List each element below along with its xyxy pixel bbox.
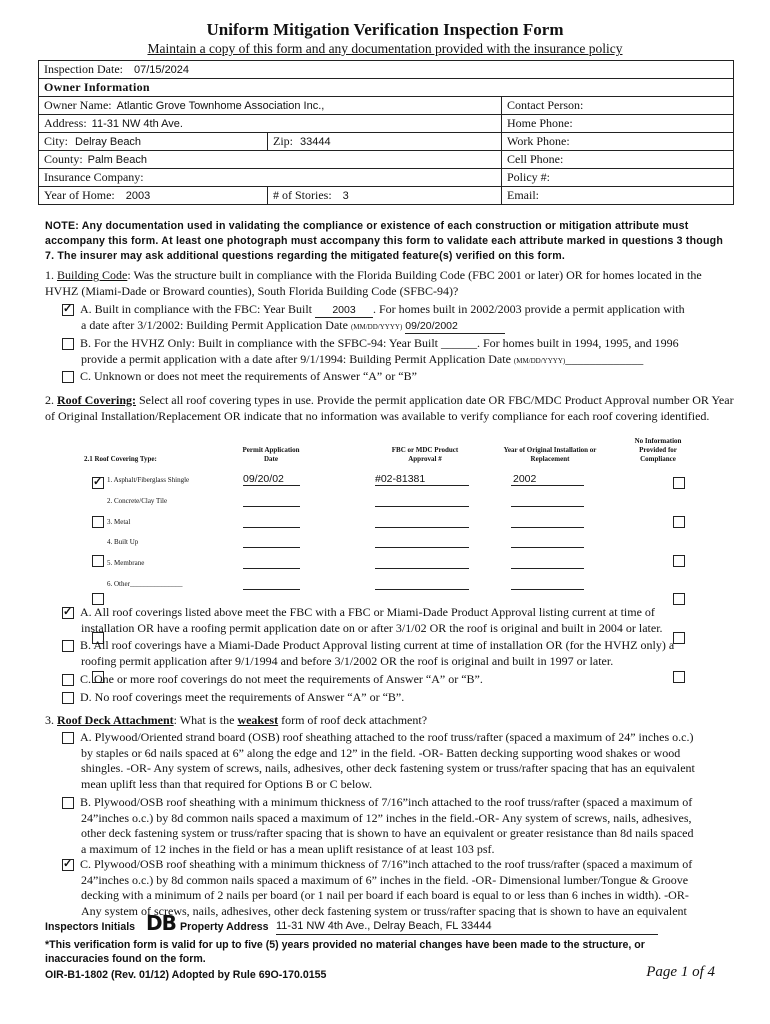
q2-a-text-2: installation OR have a roofing permit application date on or after 3/1/02 OR the roof is original and built in 2004 or later. [81,620,663,635]
permit-date-field[interactable] [243,515,300,528]
q1-a-date-format: (MM/DD/YYYY) [350,323,403,331]
q3-b-text-3: other deck fastening system or truss/rafter spacing that is shown to have an equivalent or greater resistance than 8d nails spaced [81,826,694,840]
q2-text: Select all roof covering types in use. Provide the permit application date OR FBC/MDC Product Approval number OR Year of Original Installation/Replacement OR indicate that no information was available to verify compliance for each roof covering identified. [45,393,734,423]
install-year-field[interactable]: 2002 [511,473,584,486]
documentation-note: NOTE: Any documentation used in validating the compliance or existence of each construction or mitigation attribute must accompany this form. At least one photograph must accompany this form to validate each attribute marked in questions 3 though 7. The insurer may ask additional questions regarding the mitigated feature(s) verified on this form. [45,220,723,262]
q1-c-checkbox[interactable] [62,371,74,383]
validity-note-line1: *This verification form is valid for up to five (5) years provided no material changes have been made to the structure, or [45,939,645,951]
q1-a-text-cont: . For homes built in 2002/2003 provide a permit application with [373,302,685,316]
q3-roof-deck [45,713,735,729]
permit-date-field[interactable] [243,556,300,569]
q2-b-text: B. All roof coverings have a Miami-Dade Product Approval listing current at time of installation OR (for the HVHZ only) a [80,638,675,652]
address-value[interactable]: 11-31 NW 4th Ave. [91,118,183,130]
address-cell [39,115,502,133]
roof-type-label: 6. Other_______________ [107,580,183,588]
q2-c-text: C. One or more roof coverings do not meet the requirements of Answer “A” or “B”. [80,672,483,686]
roof-type-label: 1. Asphalt/Fiberglass Shingle [107,476,190,484]
inspector-initials-label: Inspectors Initials [45,921,136,933]
roof-type-checkbox[interactable] [92,477,104,489]
property-address-field[interactable]: 11-31 NW 4th Ave., Delray Beach, FL 33444 [276,919,658,935]
q1-a-checkbox[interactable] [62,304,74,316]
year-of-home-label: Year of Home: [44,188,115,202]
email-field[interactable]: Email: [502,187,734,205]
q1-a-date-field[interactable]: 09/20/2002 [405,321,505,334]
install-year-field[interactable] [511,515,584,528]
page-number: Page 1 of 4 [646,964,715,980]
install-year-field[interactable] [511,577,584,590]
inspection-date-label: Inspection Date: [44,62,123,76]
product-approval-field[interactable] [375,535,469,548]
install-year-field[interactable] [511,494,584,507]
cell-phone-field[interactable]: Cell Phone: [502,151,734,169]
validity-note-line2: inaccuracies found on the form. [45,953,206,965]
no-info-checkbox[interactable] [673,593,685,605]
stories-label: # of Stories: [273,188,332,202]
q2-option-d [62,690,734,706]
no-info-checkbox[interactable] [673,516,685,528]
q3-b-text-4: a maximum of 12 inches in the field or has a mean uplift resistance of at least 103 psf. [81,841,495,856]
q3-c-text-4: Any system of screws, nails, adhesives, other deck fastening system or truss/rafter spacing that is shown to have an equivalent [81,903,687,918]
q2-option-a [62,605,734,636]
q1-building-code [45,268,735,299]
q1-number: 1. [45,268,54,282]
q2-b-text-2: roofing permit application after 9/1/1994 and before 3/1/2002 OR the roof is original and built in 1997 or later. [81,653,614,668]
q2-roof-covering [45,393,735,424]
q3-b-text-1: B. Plywood/OSB roof sheathing with a minimum thickness of 7/16”inch attached to the roof truss/rafter (spaced a maximum of [80,795,693,809]
form-title: Uniform Mitigation Verification Inspection Form [206,20,564,39]
q2-b-checkbox[interactable] [62,640,74,652]
owner-info-table [38,60,734,205]
validity-note [45,938,645,966]
product-approval-field[interactable] [375,494,469,507]
q3-number: 3. [45,713,54,727]
q3-c-text-1: C. Plywood/OSB roof sheathing with a minimum thickness of 7/16”inch attached to the roof truss/rafter (spaced a maximum of [80,857,693,871]
owner-name-value[interactable]: Atlantic Grove Townhome Association Inc., [116,100,325,112]
owner-name-label: Owner Name: [44,98,112,112]
q1-b-date-field[interactable]: _____________ [565,351,644,366]
q2-a-checkbox[interactable] [62,607,74,619]
q2-c-checkbox[interactable] [62,674,74,686]
owner-name-cell [39,97,502,115]
q3-c-text-3: decking with a minimum of 2 nails per board (or 1 nail per board if each board is equal to or less than 6 inches in width). -OR- [81,888,689,902]
city-label: City: [44,134,69,148]
col-approval-header: FBC or MDC Product Approval # [391,446,459,463]
q1-a-year-field[interactable]: 2003 [315,305,373,318]
county-cell [39,151,502,169]
q1-b-checkbox[interactable] [62,338,74,350]
product-approval-field[interactable] [375,515,469,528]
q1-a-text: A. Built in compliance with the FBC: Year Built [80,302,312,316]
q3-option-a [62,730,734,792]
q1-a-text-2: a date after 3/1/2002: Building Permit Application Date [81,318,348,332]
col-noinfo-header: No Information Provided for Compliance [634,437,682,463]
owner-info-heading: Owner Information [39,79,734,97]
q1-c-text: C. Unknown or does not meet the requirements of Answer “A” or “B” [80,369,417,383]
q2-d-checkbox[interactable] [62,692,74,704]
q3-c-text-2: 24”inches o.c.) by 8d common nails spaced a maximum of 6” inches in the field. -OR- Dimensional lumber/Tongue & Groove [81,872,689,887]
q1-option-c [62,369,734,385]
col-roof-type-header: 2.1 Roof Covering Type: [84,455,157,463]
permit-date-field[interactable] [243,535,300,548]
q1-option-b [62,336,734,369]
permit-date-field[interactable] [243,577,300,590]
inspector-initials[interactable]: DB [146,911,176,935]
q3-a-text-4: mean uplift less than that required for Options B or C below. [81,776,373,791]
product-approval-field[interactable] [375,577,469,590]
q1-b-text: B. For the HVHZ Only: Built in compliance with the SFBC-94: Year Built ______. For homes built in 1994, 1995, and 1996 [80,336,679,350]
roof-type-label: 2. Concrete/Clay Tile [107,497,168,505]
zip-cell [268,133,502,151]
q2-a-text: A. All roof coverings listed above meet the FBC with a FBC or Miami-Dade Product Approval listing current at time of [80,605,655,619]
roof-type-label: 5. Membrane [107,559,145,567]
q3-b-checkbox[interactable] [62,797,74,809]
form-id: OIR-B1-1802 (Rev. 01/12) Adopted by Rule 69O-170.0155 [45,969,327,981]
q3-heading: Roof Deck Attachment [57,713,174,727]
roof-type-checkbox[interactable] [92,593,104,605]
year-of-home-value[interactable]: 2003 [125,190,151,202]
q3-b-text-2: 24”inches o.c.) by 8d common nails spaced a maximum of 12” inches in the field.-OR- Any system of screws, nails, adhesives, [81,810,692,825]
q2-heading: Roof Covering: [57,393,136,407]
q3-a-checkbox[interactable] [62,732,74,744]
q2-d-text: D. No roof coverings meet the requirements of Answer “A” or “B”. [80,690,405,704]
home-phone-field[interactable]: Home Phone: [502,115,734,133]
permit-date-field[interactable] [243,494,300,507]
roof-type-label: 3. Metal [107,518,131,526]
q3-c-checkbox[interactable] [62,859,74,871]
q3-text-a: : What is the [173,713,238,727]
address-label: Address: [44,116,87,130]
q3-option-b [62,795,734,857]
contact-person-field[interactable]: Contact Person: [502,97,734,115]
no-info-checkbox[interactable] [673,477,685,489]
q3-a-text-2: by staples or 6d nails spaced at 6” along the edge and 12” in the field. -OR- Batten decking supporting wood shakes or wood [81,745,681,760]
product-approval-field[interactable]: #02-81381 [375,473,469,486]
q1-text: : Was the structure built in compliance with the Florida Building Code (FBC 2001 or later) OR for homes located in the HVHZ (Miami-Dade or Broward counties), South Florida Building Code (SFBC-94)? [45,268,702,298]
roof-type-label: 4. Built Up [107,538,139,546]
roof-type-checkbox[interactable] [92,516,104,528]
city-value[interactable]: Delray Beach [75,136,142,148]
no-info-checkbox[interactable] [673,555,685,567]
q2-option-c [62,672,734,688]
stories-value[interactable]: 3 [342,190,349,202]
q3-a-text-1: A. Plywood/Oriented strand board (OSB) roof sheathing attached to the roof truss/rafter (spaced a maximum of 24” inches o.c.) [80,730,694,744]
q3-text-b: form of roof deck attachment? [278,713,428,727]
q3-option-c [62,857,734,919]
product-approval-field[interactable] [375,556,469,569]
form-subtitle: Maintain a copy of this form and any documentation provided with the insurance policy [147,41,623,56]
install-year-field[interactable] [511,535,584,548]
stories-cell [268,187,502,205]
q2-number: 2. [45,393,54,407]
col-year-header: Year of Original Installation or Replacement [503,446,597,463]
q1-option-a [62,302,734,336]
q1-heading: Building Code [57,268,128,282]
q1-b-text-2: provide a permit application with a date after 9/1/1994: Building Permit Application Date [81,351,511,366]
insurance-company-field[interactable]: Insurance Company: [39,169,502,187]
county-value[interactable]: Palm Beach [87,154,147,166]
county-label: County: [44,152,83,166]
q3-weakest: weakest [237,713,279,727]
property-address-label: Property Address [180,921,269,933]
q3-a-text-3: shingles. -OR- Any system of screws, nails, adhesives, other deck fastening system or truss/rafter spacing that has an equivalent [81,761,695,775]
col-permit-header: Permit Application Date [242,446,300,463]
q1-b-date-format: (MM/DD/YYYY) [513,356,566,365]
permit-date-field[interactable]: 09/20/02 [243,473,300,486]
zip-label: Zip: [273,134,293,148]
city-cell [39,133,268,151]
policy-number-field[interactable]: Policy #: [502,169,734,187]
install-year-field[interactable] [511,556,584,569]
zip-value[interactable]: 33444 [300,136,331,148]
inspection-date-cell [39,61,734,79]
q2-option-b [62,638,734,669]
inspection-date-value[interactable]: 07/15/2024 [133,64,190,76]
work-phone-field[interactable]: Work Phone: [502,133,734,151]
roof-type-checkbox[interactable] [92,555,104,567]
year-of-home-cell [39,187,268,205]
